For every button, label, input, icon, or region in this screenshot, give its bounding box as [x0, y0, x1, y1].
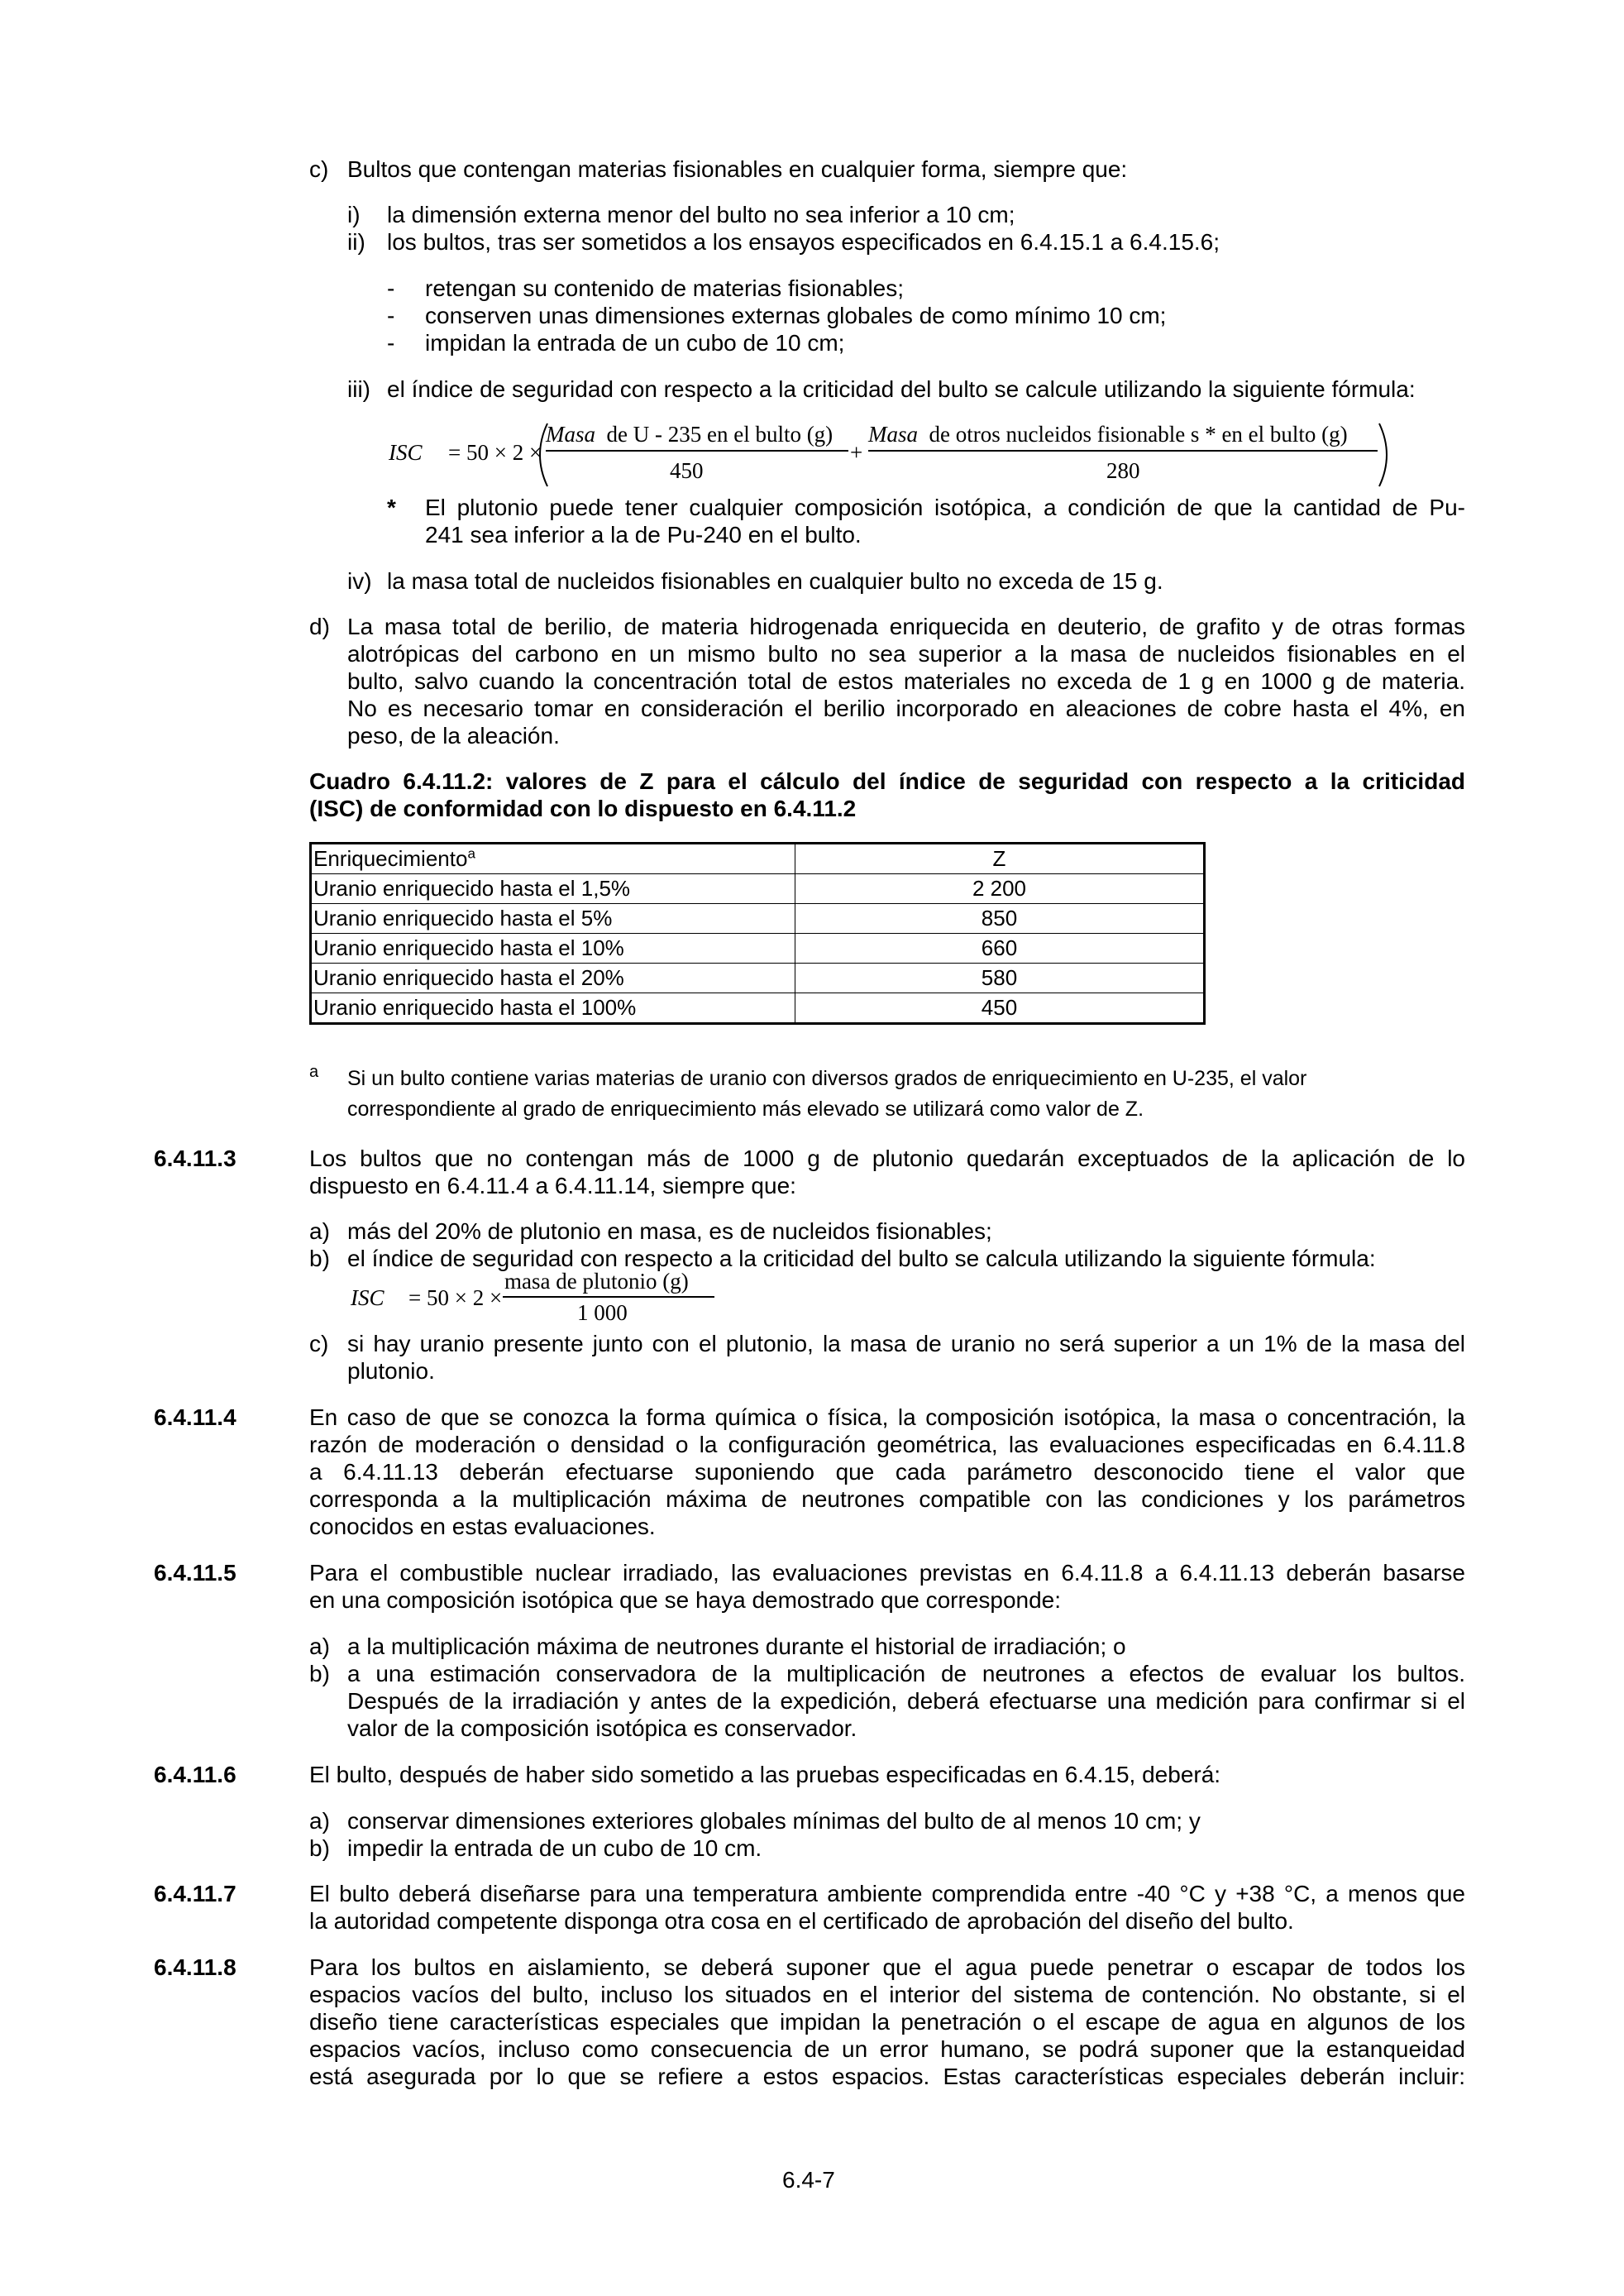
fraction2-bar [868, 450, 1378, 452]
s6-a-label: a) [309, 1808, 330, 1834]
header-enrichment: Enriquecimiento$^a$ [311, 844, 795, 874]
fraction1-bar [546, 450, 848, 452]
s3-line1: Los bultos que no contengan más de 1000 g de plutonio quedarán exceptuados de la aplicación de lo [309, 1146, 1465, 1171]
s4-line: a 6.4.11.13 deberán efectuarse suponiendo que cada parámetro desconocido tiene el valor que [309, 1459, 1465, 1485]
header-z: Z [795, 844, 1205, 874]
s4-line: razón de moderación o densidad o la configuración geométrica, las evaluaciones especificadas en 6.4.11.8 [309, 1432, 1465, 1457]
item-c-iv-text: la masa total de nucleidos fisionables en cualquier bulto no exceda de 15 g. [387, 568, 1163, 594]
formula2-bar [503, 1296, 714, 1298]
star-note-line2: 241 sea inferior a la de Pu-240 en el bulto. [425, 522, 862, 548]
dash-item: impidan la entrada de un cubo de 10 cm; [425, 330, 845, 356]
row-z: 450 [795, 993, 1205, 1024]
s5-b-line: Después de la irradiación y antes de la expedición, deberá efectuarse una medición para confirmar si el [347, 1688, 1465, 1714]
s6-a-text: conservar dimensiones exteriores globales mínimas del bulto de al menos 10 cm; y [347, 1808, 1201, 1834]
page-number: 6.4-7 [782, 2167, 835, 2193]
formula2-lhs: ISC [351, 1285, 385, 1310]
table-row [311, 964, 1205, 993]
row-label: Uranio enriquecido hasta el 1,5% [311, 874, 795, 904]
formula2-eq: = 50 × 2 × [408, 1285, 503, 1310]
formula2-numerator: masa de plutonio (g) [504, 1269, 689, 1294]
s3-c-label: c) [309, 1331, 329, 1356]
formula-eq: = 50 × 2 × [448, 440, 542, 465]
s8-line: espacios vacíos, incluso como consecuencia de un error humano, se podrá suponer que la estanqueidad [309, 2036, 1465, 2062]
item-c-iii-text: el índice de seguridad con respecto a la criticidad del bulto se calcule utilizando la siguiente fórmula: [387, 376, 1416, 402]
item-d-label: d) [309, 614, 330, 639]
s6-b-label: b) [309, 1835, 330, 1861]
fraction2-denominator: 280 [1106, 458, 1140, 483]
section-number-6-4-11-3: 6.4.11.3 [154, 1146, 236, 1171]
dash-item: retengan su contenido de materias fisionables; [425, 275, 905, 301]
s5-b-label: b) [309, 1661, 330, 1686]
s8-line: espacios vacíos del bulto, incluso los situados en el interior del sistema de contención. No obstante, si el [309, 1982, 1465, 2007]
s8-line: diseño tiene características especiales que impidan la penetración o el escape de agua en algunos de los [309, 2009, 1465, 2035]
s3-line2: dispuesto en 6.4.11.4 a 6.4.11.14, siempre que: [309, 1173, 796, 1198]
item-d-line: La masa total de berilio, de materia hidrogenada enriquecida en deuterio, de grafito y de otras formas [347, 614, 1465, 639]
table-row [311, 904, 1205, 934]
s8-line: Para los bultos en aislamiento, se deberá suponer que el agua puede penetrar o escapar de todos los [309, 1954, 1465, 1980]
item-c-label: c) [309, 156, 329, 182]
s5-line2: en una composición isotópica que se haya demostrado que corresponde: [309, 1587, 1062, 1613]
s5-line1: Para el combustible nuclear irradiado, las evaluaciones previstas en 6.4.11.8 a 6.4.11.13 deberán basarse [309, 1560, 1465, 1586]
fraction2-numerator: Masa de otros nucleidos fisionable s * en el bulto (g) [868, 422, 1348, 447]
row-z: 580 [795, 964, 1205, 993]
s3-a-text: más del 20% de plutonio en masa, es de nucleidos fisionables; [347, 1218, 992, 1244]
dash-item: conserven unas dimensiones externas globales de como mínimo 10 cm; [425, 303, 1167, 328]
table-row [311, 934, 1205, 964]
table-caption-line2: (ISC) de conformidad con lo dispuesto en 6.4.11.2 [309, 796, 857, 821]
row-label: Uranio enriquecido hasta el 20% [311, 964, 795, 993]
row-label: Uranio enriquecido hasta el 10% [311, 934, 795, 964]
s3-b-label: b) [309, 1246, 330, 1271]
table-row [311, 993, 1205, 1024]
item-d-line: peso, de la aleación. [347, 723, 560, 749]
row-z: 850 [795, 904, 1205, 934]
dash-bullet: - [387, 303, 395, 328]
formula-plus: + [850, 440, 863, 465]
s6-b-text: impedir la entrada de un cubo de 10 cm. [347, 1835, 762, 1861]
fraction1-denominator: 450 [670, 458, 704, 483]
s4-line: conocidos en estas evaluaciones. [309, 1514, 656, 1539]
formula-isc-plutonium [351, 1269, 731, 1327]
s5-a-text: a la multiplicación máxima de neutrones durante el historial de irradiación; o [347, 1634, 1126, 1659]
item-d-line: No es necesario tomar en consideración el berilio incorporado en aleaciones de cobre hasta el 4%, en [347, 696, 1465, 721]
formula-isc-uranium [389, 422, 1397, 488]
item-c-iii-label: iii) [347, 376, 370, 402]
section-number-6-4-11-7: 6.4.11.7 [154, 1881, 236, 1906]
s4-line: En caso de que se conozca la forma química o física, la composición isotópica, la masa o concentración, la [309, 1404, 1465, 1430]
s3-c-line2: plutonio. [347, 1358, 435, 1384]
dash-bullet: - [387, 330, 395, 356]
right-paren [1376, 422, 1397, 488]
footnote-line2: correspondiente al grado de enriquecimiento más elevado se utilizará como valor de Z. [347, 1098, 1144, 1121]
section-number-6-4-11-4: 6.4.11.4 [154, 1404, 236, 1430]
s5-b-line: valor de la composición isotópica es conservador. [347, 1715, 857, 1741]
section-number-6-4-11-6: 6.4.11.6 [154, 1762, 236, 1787]
section-number-6-4-11-8: 6.4.11.8 [154, 1954, 236, 1980]
star-note-line1: El plutonio puede tener cualquier composición isotópica, a condición de que la cantidad de Pu- [425, 495, 1465, 520]
fraction1-numerator: Masa de U - 235 en el bulto (g) [546, 422, 833, 447]
item-c-ii-text: los bultos, tras ser sometidos a los ensayos especificados en 6.4.15.1 a 6.4.15.6; [387, 229, 1220, 255]
z-values-table [309, 842, 1206, 1025]
footnote-line1: Si un bulto contiene varias materias de uranio con diversos grados de enriquecimiento en U-235, el valor [347, 1067, 1307, 1090]
s3-b-text: el índice de seguridad con respecto a la criticidad del bulto se calcula utilizando la siguiente fórmula: [347, 1246, 1376, 1271]
s7-line2: la autoridad competente disponga otra cosa en el certificado de aprobación del diseño del bulto. [309, 1908, 1294, 1934]
s3-c-line1: si hay uranio presente junto con el plutonio, la masa de uranio no será superior a un 1% de la masa del [347, 1331, 1465, 1356]
s5-b-line: a una estimación conservadora de la multiplicación de neutrones a efectos de evaluar los bultos. [347, 1661, 1465, 1686]
row-label: Uranio enriquecido hasta el 5% [311, 904, 795, 934]
footnote-label: a [309, 1063, 319, 1081]
table-header-row [311, 844, 1205, 874]
s7-line1: El bulto deberá diseñarse para una temperatura ambiente comprendida entre -40 °C y +38 °C, a menos que [309, 1881, 1465, 1906]
item-c-i-text: la dimensión externa menor del bulto no sea inferior a 10 cm; [387, 202, 1015, 227]
formula-lhs: ISC [389, 440, 423, 465]
table-row [311, 874, 1205, 904]
dash-bullet: - [387, 275, 395, 301]
row-label: Uranio enriquecido hasta el 100% [311, 993, 795, 1024]
s3-a-label: a) [309, 1218, 330, 1244]
s4-line: corresponda a la multiplicación máxima de neutrones compatible con las condiciones y los parámetros [309, 1486, 1465, 1512]
s8-line: está asegurada por lo que se refiere a estos espacios. Estas características especiales deberán incluir: [309, 2064, 1465, 2089]
row-z: 660 [795, 934, 1205, 964]
formula2-denominator: 1 000 [577, 1300, 628, 1325]
item-c-text: Bultos que contengan materias fisionables en cualquier forma, siempre que: [347, 156, 1128, 182]
item-d-line: bulto, salvo cuando la concentración total de estos materiales no exceda de 1 g en 1000 g de materia. [347, 668, 1465, 694]
item-c-iv-label: iv) [347, 568, 372, 594]
table-caption-line1: Cuadro 6.4.11.2: valores de Z para el cálculo del índice de seguridad con respecto a la criticidad [309, 768, 1465, 794]
star-label: * [387, 495, 396, 520]
s6-text: El bulto, después de haber sido sometido a las pruebas especificadas en 6.4.15, deberá: [309, 1762, 1221, 1787]
item-c-i-label: i) [347, 202, 361, 227]
row-z: 2 200 [795, 874, 1205, 904]
item-c-ii-label: ii) [347, 229, 365, 255]
section-number-6-4-11-5: 6.4.11.5 [154, 1560, 236, 1586]
s5-a-label: a) [309, 1634, 330, 1659]
item-d-line: alotrópicas del carbono en un mismo bulto no sea superior a la masa de nucleidos fisionables en el [347, 641, 1465, 667]
